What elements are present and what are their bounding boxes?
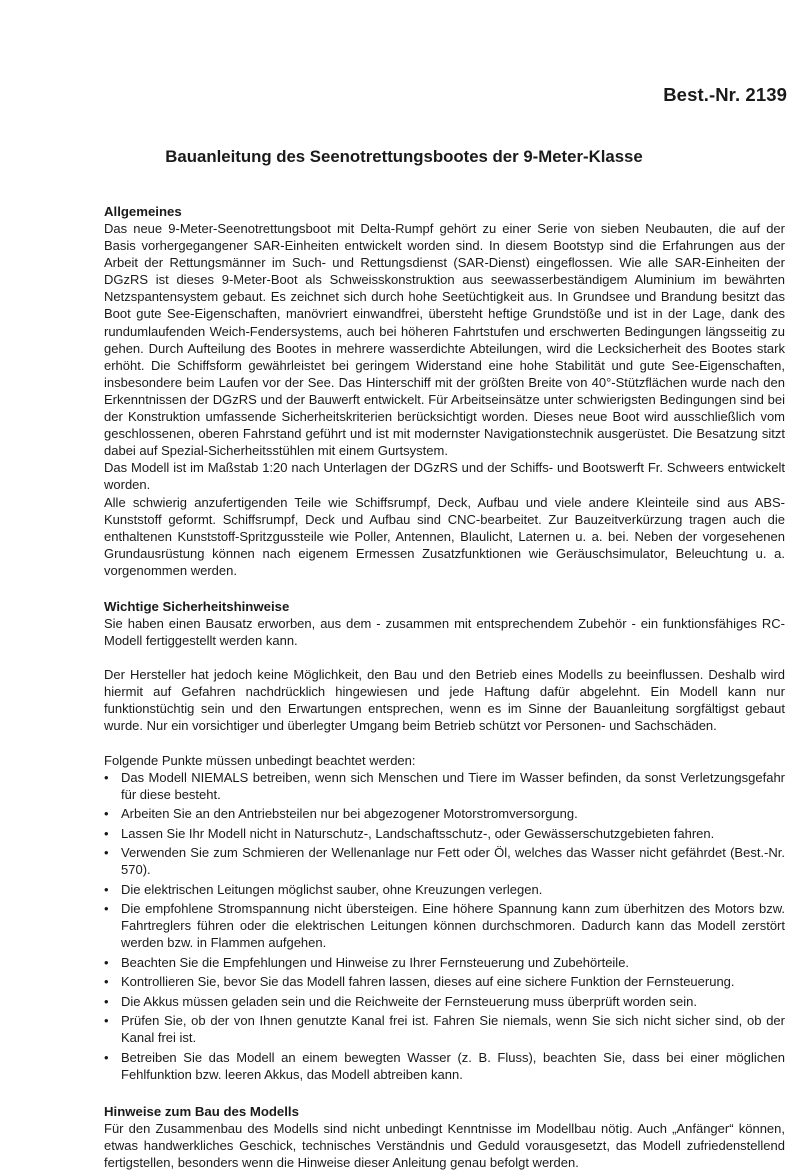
bullet-icon: • [104, 901, 109, 917]
bullet-icon: • [104, 1049, 109, 1065]
general-paragraph-parts: Alle schwierig anzufertigenden Teile wie Schiffsrumpf, Deck, Aufbau und viele andere Kleinteile sind aus ABS-Kunststoff geformt. Schiffsrumpf, Deck und Aufbau sind CNC-bearbeitet. Zur Bauzeitverkürzung tragen auch die enthaltenen Kunststoff-Spritzgussteile wie Poller, Antennen, Blaulicht, Laternen u. a. bei. Neben der vorgesehenen Grundausrüstung können nach eigenem Ermessen Zusatzfunktionen wie Geräuschsimulator, Beleuchtung u. a. vorgenommen werden. [104, 494, 785, 578]
list-item [104, 993, 785, 1010]
list-item-text: Die elektrischen Leitungen möglichst sauber, ohne Kreuzungen verlegen. [121, 881, 543, 897]
list-item [104, 825, 785, 842]
list-item-text: Arbeiten Sie an den Antriebsteilen nur bei abgezogener Motorstromversorgung. [121, 806, 578, 822]
section-spacer [104, 1086, 785, 1103]
bullet-icon: • [104, 881, 109, 897]
list-item [104, 1049, 785, 1083]
paragraph-spacer [104, 649, 785, 666]
section-construction [104, 1103, 785, 1171]
list-item-text: Die Akkus müssen geladen sein und die Reichweite der Fernsteuerung muss überprüft worden sein. [121, 993, 697, 1009]
list-item-text: Kontrollieren Sie, bevor Sie das Modell fahren lassen, dieses auf eine sichere Funktion der Fernsteuerung. [121, 974, 735, 990]
section-heading-general: Allgemeines [104, 204, 182, 219]
list-item-text: Lassen Sie Ihr Modell nicht in Naturschutz-, Landschaftsschutz-, oder Gewässerschutzgebieten fahren. [121, 825, 715, 841]
list-item [104, 1012, 785, 1046]
safety-points-list [104, 769, 785, 1084]
list-item [104, 769, 785, 803]
general-paragraph-description: Das neue 9-Meter-Seenotrettungsboot mit Delta-Rumpf gehört zu einer Serie von sieben Neubauten, die auf der Basis vorhergegangener SAR-Einheiten entwickelt worden sind. In diesem Bootstyp sind die Erfahrungen aus der Arbeit der Rettungsmänner im Such- und Rettungsdienst (SAR-Dienst) eingeflossen. Wie alle SAR-Einheiten der DGzRS ist dieses 9-Meter-Boot als Schweisskonstruktion aus seewasserbeständigem Aluminium im bewährten Netzspantensystem gebaut. Es zeichnet sich durch hohe Seetüchtigkeit aus. In Grundsee und Brandung besitzt das Boot gute See-Eigenschaften, manövriert einwandfrei, übersteht heftige Grundstöße und ist in der Lage, dank des rundumlaufenden Weich-Fendersystems, auch bei höheren Fahrtstufen und erschwerten Bedingungen längsseitig zu gehen. Durch Aufteilung des Bootes in mehrere wasserdichte Abteilungen, wird die Lecksicherheit des Bootes stark erhöht. Die Schiffsform gewährleistet bei geringem Widerstand eine hohe Stabilität und gute See-Eigenschaften, insbesondere beim Laufen vor der See. Das Hinterschiff mit der größten Breite von 40°-Stützflächen wurde nach den Erkenntnissen der DGzRS und der Bauwerft entwickelt. Für Arbeitseinsätze unter schwierigsten Bedingungen sind bei der Konstruktion umfassende Sicherheitskriterien berücksichtigt worden. Dieses neue Boot wird ausschließlich vom geschlossenen, oberen Fahrstand geführt und ist mit modernster Navigationstechnik ausgerüstet. Die Besatzung sitzt dabei auf Spezial-Sicherheitsstühlen mit einem Gurtsystem. [104, 221, 785, 459]
safety-list-intro: Folgende Punkte müssen unbedingt beachtet werden: [104, 752, 416, 768]
safety-paragraph-liability: Der Hersteller hat jedoch keine Möglichkeit, den Bau und den Betrieb eines Modells zu beeinflussen. Deshalb wird hiermit auf Gefahren nachdrücklich hingewiesen und jede Haftung dafür abgelehnt. Ein Modell kann nur funktionstüchtig sein und den Erwartungen entsprechen, wenn es im Sinne der Bauanleitung sorgfältigst gebaut wurde. Nur ein vorsichtiger und überlegter Umgang beim Betrieb schützt vor Personen- und Sachschäden. [104, 667, 785, 734]
safety-paragraph-kit: Sie haben einen Bausatz erworben, aus dem - zusammen mit entsprechendem Zubehör - ein funktionsfähiges RC-Modell fertiggestellt werden kann. [104, 615, 785, 649]
list-item-text: Das Modell NIEMALS betreiben, wenn sich Menschen und Tiere im Wasser befinden, da sonst Verletzungsgefahr für diese besteht. [121, 769, 785, 802]
paragraph-spacer [104, 735, 785, 752]
bullet-icon: • [104, 974, 109, 990]
construction-paragraph: Für den Zusammenbau des Modells sind nicht unbedingt Kenntnisse im Modellbau nötig. Auch „Anfänger“ können, etwas handwerkliches Geschick, technisches Verständnis und Geduld vorausgesetzt, das Modell zufriedenstellend fertigstellen, besonders wenn die Hinweise dieser Anleitung genau befolgt werden. [104, 1120, 785, 1170]
bullet-icon: • [104, 1013, 109, 1029]
bullet-icon: • [104, 993, 109, 1009]
list-item-text: Prüfen Sie, ob der von Ihnen genutzte Kanal frei ist. Fahren Sie niemals, wenn Sie sich nicht sicher sind, ob der Kanal frei ist. [121, 1013, 785, 1046]
section-spacer [104, 579, 785, 598]
section-heading-construction: Hinweise zum Bau des Modells [104, 1103, 299, 1119]
bullet-icon: • [104, 954, 109, 970]
order-number: Best.-Nr. 2139 [663, 84, 787, 105]
list-item-text: Betreiben Sie das Modell an einem bewegten Wasser (z. B. Fluss), beachten Sie, dass bei einer möglichen Fehlfunktion bzw. leeren Akkus, das Modell abtreiben kann. [121, 1049, 785, 1083]
document-body [104, 203, 785, 1171]
bullet-icon: • [104, 769, 109, 785]
general-paragraph-scale: Das Modell ist im Maßstab 1:20 nach Unterlagen der DGzRS und der Schiffs- und Bootswerft Fr. Schweers entwickelt worden. [104, 460, 785, 493]
list-item [104, 805, 785, 822]
list-item [104, 881, 785, 898]
section-heading-safety: Wichtige Sicherheitshinweise [104, 598, 290, 614]
list-item-text: Die empfohlene Stromspannung nicht übersteigen. Eine höhere Spannung kann zum überhitzen des Motors bzw. Fahrtreglers führen oder die elektrischen Leitungen können durchschmoren. Dadurch kann das Modell zerstört werden bzw. in Flammen aufgehen. [121, 901, 785, 951]
list-item-text: Beachten Sie die Empfehlungen und Hinweise zu Ihrer Fernsteuerung und Zubehörteile. [121, 954, 630, 970]
bullet-icon: • [104, 845, 109, 861]
section-safety [104, 598, 785, 1083]
list-item [104, 954, 785, 971]
list-item [104, 900, 785, 951]
bullet-icon: • [104, 825, 109, 841]
document-title: Bauanleitung des Seenotrettungsbootes der 9-Meter-Klasse [165, 147, 643, 166]
list-item [104, 973, 785, 990]
bullet-icon: • [104, 806, 109, 822]
list-item [104, 844, 785, 878]
list-item-text: Verwenden Sie zum Schmieren der Wellenanlage nur Fett oder Öl, welches das Wasser nicht gefährdet (Best.-Nr. 570). [121, 845, 785, 878]
section-general [104, 203, 785, 579]
